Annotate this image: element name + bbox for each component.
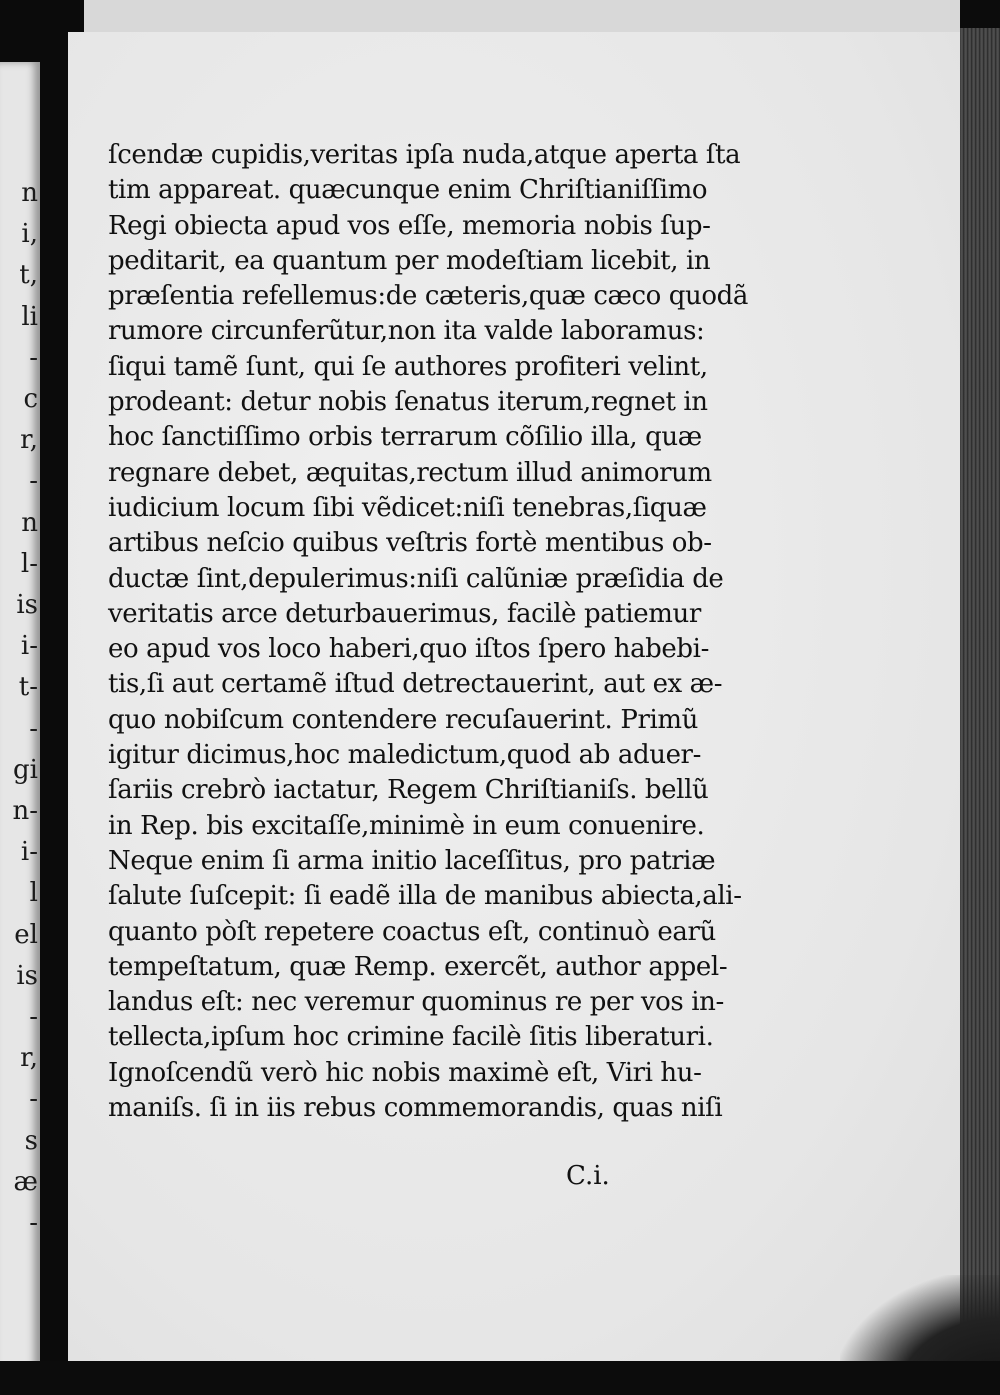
text-line: ſcendæ cupidis,veritas ipſa nuda,atque aperta ſta [108,140,741,170]
prev-page-fragment: - [29,466,38,497]
text-line: eo apud vos loco haberi,quo iſtos ſpero habebi- [108,634,709,665]
prev-page-fragment: - [29,1002,38,1032]
text-line: Neque enim ſi arma initio laceſſitus, pro patriæ [108,845,716,876]
prev-page-fragment: li [21,301,38,332]
prev-page-fragment: r, [20,425,38,456]
text-line: tellecta,ipſum hoc crimine facilè ſitis liberaturi. [108,1022,714,1053]
text-line: ſariis crebrò iactatur, Regem Chriſtianiſs. bellũ [108,775,709,806]
prev-page-fragment: - [29,713,38,744]
prev-page-fragment: i- [20,631,38,662]
text-line: tis,ſi aut certamẽ iſtud detrectauerint, aut ex æ- [108,669,723,700]
text-line: Ignoſcendũ verò hic nobis maximè eſt, Viri hu- [108,1057,702,1088]
top-page-edge [84,0,960,34]
text-line: landus eſt: nec veremur quominus re per vos in- [108,987,724,1018]
prev-page-fragment: n [21,178,38,208]
prev-page-fragment: - [29,1208,38,1238]
prev-page-fragment: l [29,878,38,909]
prev-page-fragment: r, [20,1043,38,1074]
bottom-border [0,1361,1000,1395]
page-leaves-edge [960,28,1000,1328]
text-line: veritatis arce deturbauerimus, facilè patiemur [108,598,701,629]
prev-page-fragment: t- [18,672,38,703]
prev-page-fragment: is [16,960,38,991]
prev-page-fragment: æ [13,1166,38,1197]
prev-page-fragment: i, [21,219,38,250]
text-line: tempeſtatum, quæ Remp. exercẽt, author appel- [108,951,728,982]
prev-page-fragment: gi [13,754,38,785]
text-line: artibus neſcio quibus veſtris fortè mentibus ob- [108,528,712,559]
prev-page-fragment: is [16,590,38,620]
text-line: prodeant: detur nobis ſenatus iterum,regnet in [108,387,708,418]
text-line: ſiqui tamẽ ſunt, qui ſe authores profiteri velint, [108,351,708,382]
text-line: Regi obiecta apud vos eſſe, memoria nobis ſup- [108,210,711,241]
text-line: ductæ ſint,depulerimus:niſi calũniæ præſidia de [108,563,724,594]
previous-page-sliver [0,62,40,1395]
prev-page-fragment: - [29,342,38,373]
prev-page-fragment: i- [20,837,38,868]
page-text-block [108,138,748,1126]
prev-page-fragment: t, [19,260,38,291]
text-line: ſalute ſuſcepit: ſi eadẽ illa de manibus abiecta,ali- [108,881,742,912]
text-line: quanto pòſt repetere coactus eſt, continuò earũ [108,916,716,947]
text-line: rumore circunferũtur,non ita valde laboramus: [108,316,705,347]
text-line: iudicium locum ſibi vẽdicet:niſi tenebras,ſiquæ [108,492,707,523]
signature-mark: C.i. [566,1161,610,1191]
prev-page-fragment: l- [20,548,38,579]
prev-page-fragment: s [24,1125,38,1156]
prev-page-fragment: - [29,1084,38,1115]
prev-page-fragment: c [23,384,38,414]
text-line: in Rep. bis excitaſſe,minimè in eum conuenire. [108,810,705,841]
text-line: peditarit, ea quantum per modeſtiam licebit, in [108,245,711,276]
text-line: regnare debet, æquitas,rectum illud animorum [108,457,712,488]
prev-page-fragment: n- [12,796,38,826]
text-line: maniſs. ſi in iis rebus commemorandis, quas niſi [108,1093,723,1124]
text-line: igitur dicimus,hoc maledictum,quod ab aduer- [108,740,701,771]
text-line: præſentia refellemus:de cæteris,quæ cæco quodã [108,281,748,312]
prev-page-fragment: el [14,919,38,950]
text-line: tim appareat. quæcunque enim Chriſtianiſſimo [108,175,708,206]
prev-page-fragment: n [21,507,38,538]
text-line: hoc ſanctiſſimo orbis terrarum cõſilio illa, quæ [108,422,702,453]
text-line: quo nobiſcum contendere recuſauerint. Primũ [108,704,698,735]
